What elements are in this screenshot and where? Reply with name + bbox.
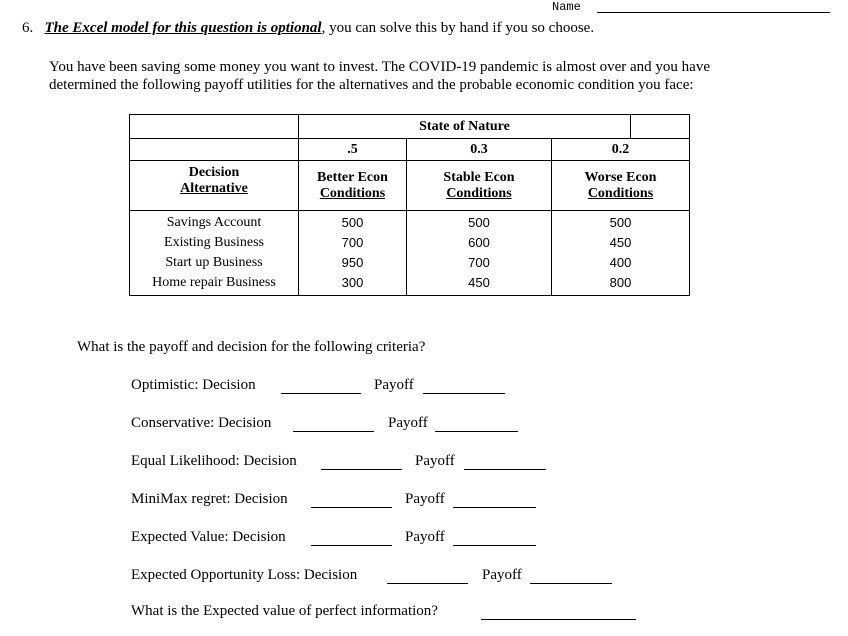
question-rest: , you can solve this by hand if you so choose. [321, 20, 595, 36]
optimistic-payoff-blank[interactable] [423, 393, 505, 394]
expected-opportunity-loss-payoff-blank[interactable] [530, 583, 612, 584]
stable-econ-line1: Stable Econ [443, 169, 515, 185]
name-blank[interactable] [597, 12, 830, 13]
stable-econ-line2: Conditions [446, 185, 512, 201]
criterion-conservative-label: Conservative: Decision [131, 415, 272, 431]
value-cell: 950 [341, 255, 364, 270]
worse-values-cell [552, 211, 690, 296]
expected-opportunity-loss-payoff-label: Payoff [482, 567, 522, 583]
decision-label: Decision [188, 165, 240, 180]
expected-value-payoff-blank[interactable] [453, 545, 536, 546]
criterion-minimax-regret-label: MiniMax regret: Decision [131, 491, 288, 507]
equal-likelihood-payoff-blank[interactable] [464, 469, 546, 470]
worse-econ-header [552, 161, 690, 211]
table-cell-empty [130, 139, 299, 161]
equal-likelihood-decision-blank[interactable] [321, 469, 402, 470]
alternative-label: Alternative [180, 181, 248, 196]
criterion-equal-likelihood-label: Equal Likelihood: Decision [131, 453, 297, 469]
probability-stable: 0.3 [407, 139, 552, 161]
table-row-data [130, 211, 690, 296]
conservative-decision-blank[interactable] [293, 431, 374, 432]
expected-value-payoff-label: Payoff [405, 529, 445, 545]
value-cell: 500 [341, 215, 364, 230]
conservative-payoff-blank[interactable] [435, 431, 518, 432]
criterion-expected-opportunity-loss-label: Expected Opportunity Loss: Decision [131, 567, 358, 583]
minimax-regret-payoff-blank[interactable] [453, 507, 536, 508]
question-emphasis: The Excel model for this question is optional [44, 20, 322, 36]
worse-econ-line2: Conditions [587, 185, 654, 201]
criterion-expected-value-label: Expected Value: Decision [131, 529, 286, 545]
probability-better: .5 [299, 139, 407, 161]
criteria-prompt: What is the payoff and decision for the following criteria? [77, 339, 426, 355]
question-number: 6. [22, 20, 34, 36]
alternatives-cell [130, 211, 299, 296]
value-cell: 700 [341, 235, 364, 250]
row-name-existing: Existing Business [164, 235, 264, 250]
value-cell: 600 [468, 235, 490, 250]
evpi-answer-blank[interactable] [481, 619, 636, 620]
decision-alternative-header [130, 161, 299, 211]
table-cell-empty [130, 115, 299, 139]
intro-line-1: You have been saving some money you want to invest. The COVID-19 pandemic is almost over and you have [49, 59, 710, 75]
table-row-probabilities [130, 139, 690, 161]
optimistic-payoff-label: Payoff [374, 377, 414, 393]
value-cell: 450 [609, 235, 632, 250]
worse-econ-line1: Worse Econ [584, 169, 657, 185]
better-econ-line1: Better Econ [317, 169, 388, 185]
stable-econ-header [407, 161, 552, 211]
value-cell: 800 [609, 275, 632, 290]
stable-values-cell [407, 211, 552, 296]
value-cell: 400 [609, 255, 632, 270]
question-line [22, 20, 594, 37]
expected-value-decision-blank[interactable] [311, 545, 392, 546]
minimax-regret-decision-blank[interactable] [311, 507, 392, 508]
value-cell: 500 [468, 215, 490, 230]
equal-likelihood-payoff-label: Payoff [415, 453, 455, 469]
conservative-payoff-label: Payoff [388, 415, 428, 431]
better-econ-line2: Conditions [319, 185, 386, 201]
expected-opportunity-loss-decision-blank[interactable] [387, 583, 468, 584]
better-econ-header [299, 161, 407, 211]
name-label: Name [552, 0, 581, 14]
table-row-column-headers [130, 161, 690, 211]
value-cell: 450 [468, 275, 490, 290]
state-of-nature-header: State of Nature [299, 115, 631, 139]
minimax-regret-payoff-label: Payoff [405, 491, 445, 507]
value-cell: 300 [341, 275, 364, 290]
intro-line-2: determined the following payoff utilities for the alternatives and the probable economic condition you face: [49, 77, 694, 93]
value-cell: 700 [468, 255, 490, 270]
better-values-cell [299, 211, 407, 296]
payoff-table [129, 114, 690, 296]
evpi-question: What is the Expected value of perfect information? [131, 603, 438, 619]
table-cell-empty [631, 115, 690, 139]
table-row-state [130, 115, 690, 139]
value-cell: 500 [609, 215, 632, 230]
row-name-home-repair: Home repair Business [152, 275, 276, 290]
row-name-startup: Start up Business [165, 255, 263, 270]
row-name-savings: Savings Account [166, 215, 262, 230]
optimistic-decision-blank[interactable] [281, 393, 361, 394]
criterion-optimistic-label: Optimistic: Decision [131, 377, 256, 393]
probability-worse: 0.2 [552, 139, 690, 161]
